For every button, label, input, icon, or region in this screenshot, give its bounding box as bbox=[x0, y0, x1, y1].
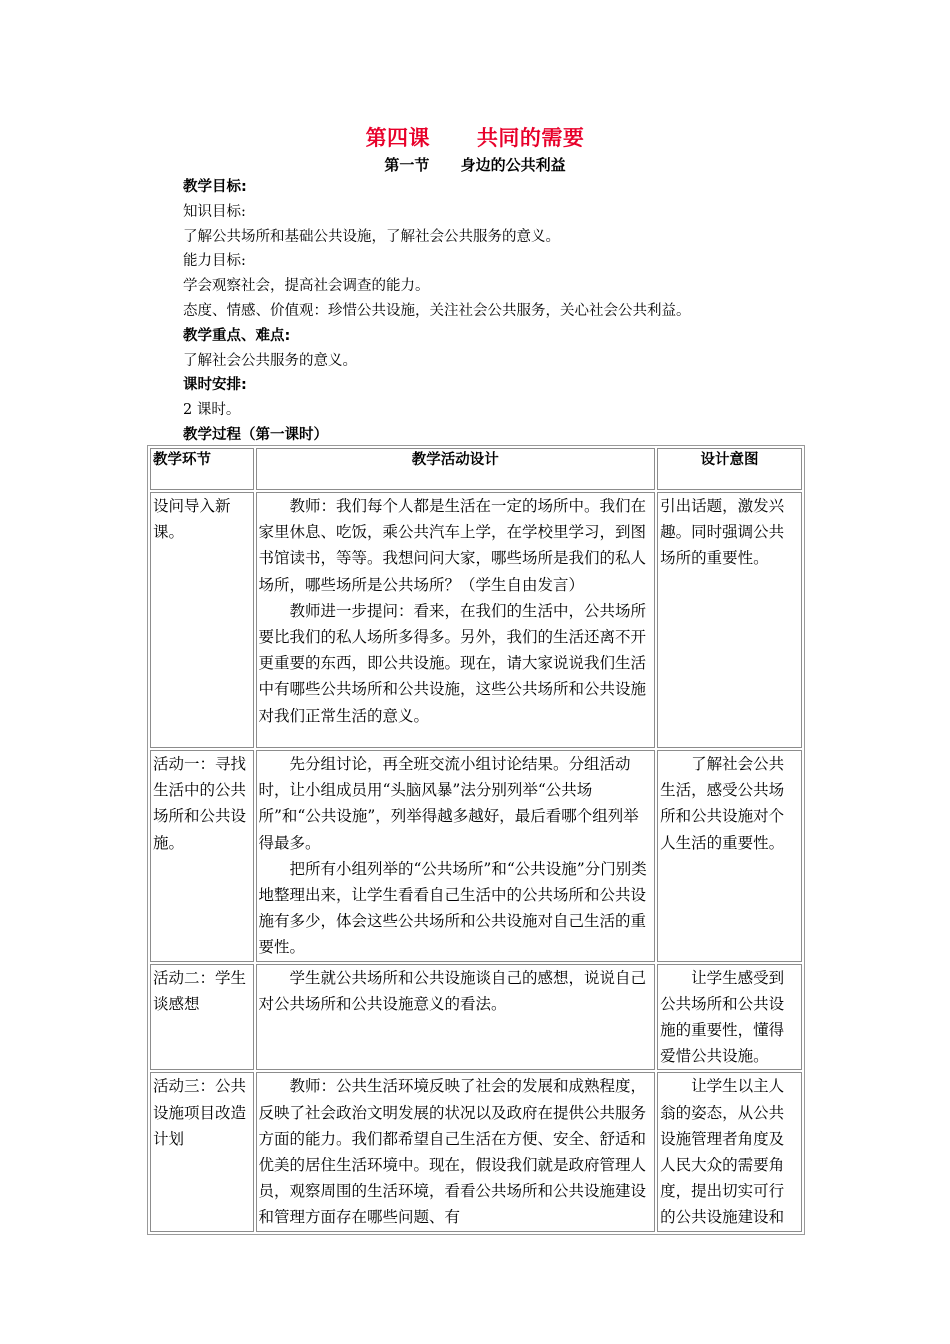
table-row bbox=[150, 750, 802, 962]
intro-block bbox=[183, 175, 843, 448]
teaching-process-table bbox=[147, 445, 805, 1235]
heading-schedule: 课时安排: bbox=[183, 377, 247, 394]
stage-cell: 活动三：公共设施项目改造计划 bbox=[150, 1072, 254, 1231]
heading-key-points: 教学重点、难点: bbox=[183, 327, 291, 344]
header-intent: 设计意图 bbox=[657, 448, 802, 490]
attitude-goal-text: 态度、情感、价值观：珍惜公共设施，关注社会公共服务，关心社会公共利益。 bbox=[183, 302, 691, 319]
section-subtitle: 第一节 身边的公共利益 bbox=[384, 156, 566, 174]
schedule-text: 2 课时。 bbox=[183, 402, 241, 419]
design-paragraph: 教师：我们每个人都是生活在一定的场所中。我们在家里休息、吃饭，乘公共汽车上学，在学校里学习，到图书馆读书，等等。我想问问大家，哪些场所是我们的私人场所，哪些场所是公共场所？（学生自由发言） bbox=[258, 497, 647, 594]
intent-paragraph: 让学生感受到公共场所和公共设施的重要性，懂得爱惜公共设施。 bbox=[660, 968, 785, 1066]
header-stage: 教学环节 bbox=[150, 448, 254, 490]
table-row bbox=[150, 964, 802, 1071]
design-paragraph: 先分组讨论，再全班交流小组讨论结果。分组活动时，让小组成员用“头脑风暴”法分别列举“公共场所”和“公共设施”，列举得越多越好，最后看哪个组列举得最多。 bbox=[258, 755, 639, 852]
intent-cell bbox=[657, 964, 802, 1071]
knowledge-goal-text: 了解公共场所和基础公共设施，了解社会公共服务的意义。 bbox=[183, 228, 560, 245]
heading-process: 教学过程（第一课时） bbox=[183, 426, 328, 443]
design-cell bbox=[256, 750, 656, 962]
lesson-title: 第四课 共同的需要 bbox=[365, 126, 585, 150]
design-paragraph: 学生就公共场所和公共设施谈自己的感想，说说自己对公共场所和公共设施意义的看法。 bbox=[258, 968, 647, 1013]
design-paragraph: 教师进一步提问：看来，在我们的生活中，公共场所要比我们的私人场所多得多。另外，我们的生活还离不开更重要的东西，即公共设施。现在，请大家说说我们生活中有哪些公共场所和公共设施，这些公共场所和公共设施对我们正常生活的意义。 bbox=[258, 601, 647, 725]
key-points-text: 了解社会公共服务的意义。 bbox=[183, 352, 357, 369]
design-cell bbox=[256, 492, 656, 748]
intent-paragraph: 让学生以主人翁的姿态，从公共设施管理者角度及人民大众的需要角度，提出切实可行的公共设施建设和 bbox=[660, 1077, 785, 1227]
table-row bbox=[150, 1072, 802, 1231]
design-cell bbox=[256, 1072, 656, 1231]
stage-cell: 活动一：寻找生活中的公共场所和公共设施。 bbox=[150, 750, 254, 962]
stage-cell: 活动二：学生谈感想 bbox=[150, 964, 254, 1071]
intent-cell bbox=[657, 750, 802, 962]
table-header-row bbox=[150, 448, 802, 490]
intent-cell: 引出话题，激发兴趣。同时强调公共场所的重要性。 bbox=[657, 492, 802, 748]
header-design: 教学活动设计 bbox=[256, 448, 656, 490]
intent-paragraph: 了解社会公共生活，感受公共场所和公共设施对个人生活的重要性。 bbox=[660, 755, 785, 852]
stage-cell: 设问导入新课。 bbox=[150, 492, 254, 748]
design-cell bbox=[256, 964, 656, 1071]
design-paragraph: 把所有小组列举的“公共场所”和“公共设施”分门别类地整理出来，让学生看看自己生活中的公共场所和公共设施有多少，体会这些公共场所和公共设施对自己生活的重要性。 bbox=[258, 859, 647, 957]
intent-cell bbox=[657, 1072, 802, 1231]
table-row bbox=[150, 492, 802, 748]
knowledge-goal-label: 知识目标: bbox=[183, 203, 246, 220]
ability-goal-label: 能力目标: bbox=[183, 253, 246, 270]
heading-teaching-goals: 教学目标: bbox=[183, 179, 247, 195]
ability-goal-text: 学会观察社会，提高社会调查的能力。 bbox=[183, 278, 430, 295]
design-paragraph: 教师：公共生活环境反映了社会的发展和成熟程度，反映了社会政治文明发展的状况以及政府在提供公共服务方面的能力。我们都希望自己生活在方便、安全、舒适和优美的居住生活环境中。现在，假设我们就是政府管理人员，观察周围的生活环境，看看公共场所和公共设施建设和管理方面存在哪些问题、有 bbox=[258, 1077, 647, 1227]
